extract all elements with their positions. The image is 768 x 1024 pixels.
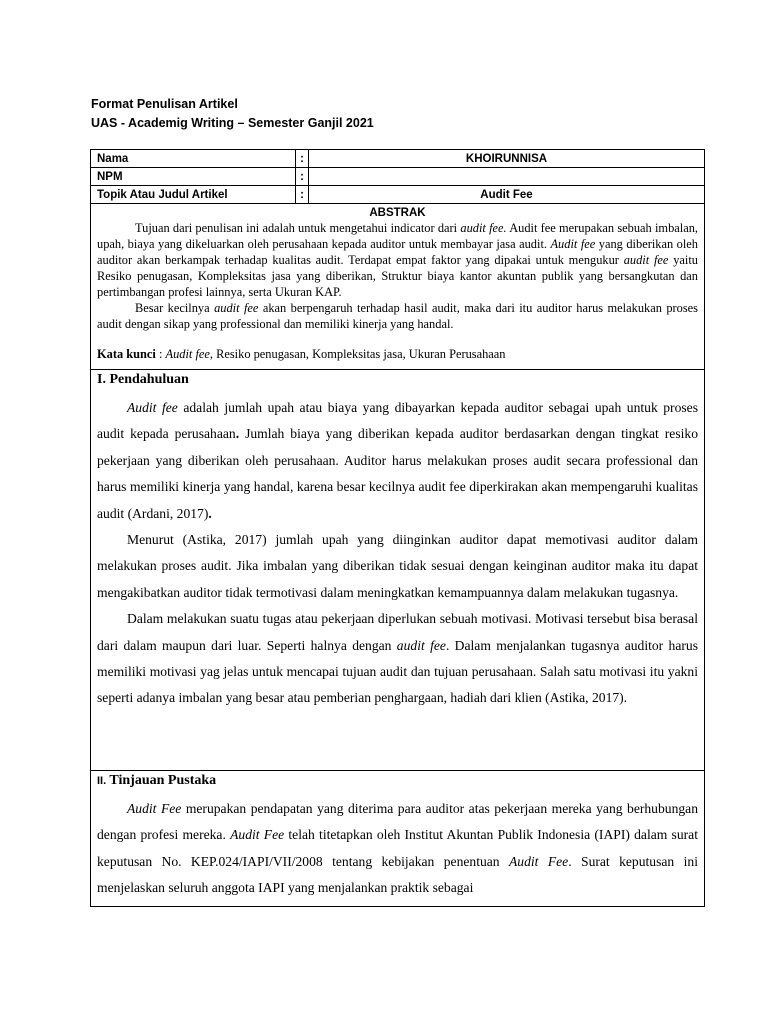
npm-value — [309, 168, 705, 186]
abstract-box — [90, 204, 705, 370]
section-heading-pendahuluan: I. Pendahuluan — [97, 372, 189, 387]
text-run: audit fee. — [460, 221, 507, 235]
text-run: Audit Fee — [230, 827, 285, 843]
text-run: Audit fee merupakan sebuah imbalan, upah, biaya yang dikeluarkan oleh perusahaan kepada auditor untuk membayar jasa audit. — [97, 221, 698, 251]
abstract-paragraph-1 — [97, 220, 698, 300]
text-run: Audit Fee — [127, 801, 182, 816]
intro-paragraph-3 — [97, 606, 698, 712]
text-run: audit fee — [396, 637, 446, 653]
literature-review-section — [90, 770, 705, 907]
text-run: merupakan pendapatan yang diterima para auditor atas pekerjaan mereka yang berhubungan dengan profesi mereka. — [97, 801, 698, 843]
nama-separator: : — [296, 150, 309, 168]
text-run: Jumlah biaya yang diberikan kepada auditor berdasarkan dengan tingkat resiko pekerjaan yang diberikan oleh perusahaan. Auditor harus melakukan proses audit secara professional dan harus memiliki kinerja yang handal, karena besar kecilnya audit fee diperkirakan akan mempengaruhi kualitas audit (Ardani, 2017) — [97, 426, 698, 521]
topik-separator: : — [296, 186, 309, 204]
text-run: Menurut (Astika, 2017) jumlah upah yang diinginkan auditor dapat memotivasi auditor dalam melakukan proses audit. Jika imbalan yang diberikan tidak sesuai dengan keinginan auditor maka itu dapat mengakibatkan auditor tidak termotivasi dalam meningkatkan kemampuannya dalam melakukan tugasnya. — [97, 532, 698, 600]
text-run: . — [208, 505, 212, 521]
text-run: yaitu Resiko penugasan, Kompleksitas jasa yang diberikan, Struktur biaya kantor akuntan publik yang bersangkutan dan pertimbangan profesi lainnya, serta Ukuran KAP. — [97, 253, 699, 299]
text-run: Audit fee — [127, 400, 178, 415]
text-run: : — [155, 347, 166, 361]
table-row-npm — [91, 168, 705, 186]
section-title: Tinjauan Pustaka — [106, 773, 217, 788]
abstract-paragraph-2 — [97, 300, 698, 332]
section-heading-tinjauan — [97, 772, 698, 790]
nama-label: Nama — [91, 150, 296, 168]
intro-paragraph-2 — [97, 527, 698, 606]
review-paragraph-1 — [97, 796, 698, 902]
text-run: akan berpengaruh terhadap hasil audit, maka dari itu auditor harus melakukan proses audit dengan sikap yang professional dan memiliki kinerja yang handal. — [97, 301, 699, 331]
text-run: Dalam melakukan suatu tugas atau pekerjaan diperlukan sebuah motivasi. Motivasi tersebut bisa berasal dari dalam maupun dari luar. Seperti halnya dengan — [97, 611, 698, 653]
topik-value: Audit Fee — [309, 186, 705, 204]
text-run: Audit fee — [550, 237, 596, 251]
text-run: audit fee — [623, 253, 669, 267]
topik-label: Topik Atau Judul Artikel — [91, 186, 296, 204]
abstract-title: ABSTRAK — [369, 207, 426, 219]
table-row-topik — [91, 186, 705, 204]
text-run: Audit Fee — [509, 853, 569, 869]
npm-label: NPM — [91, 168, 296, 186]
document-title: Format Penulisan Artikel — [91, 97, 238, 111]
document-subtitle: UAS - Academig Writing – Semester Ganjil 2021 — [91, 116, 374, 130]
keywords-line — [97, 346, 698, 362]
section-numeral: II. — [97, 775, 107, 787]
text-run: telah titetapkan oleh Institut Akuntan Publik Indonesia (IAPI) dalam surat keputusan No. KEP.024/IAPI/VII/2008 tentang kebijakan penentuan — [97, 827, 698, 869]
text-run: audit fee — [214, 301, 259, 315]
text-run: Besar kecilnya — [135, 301, 215, 315]
text-run: Resiko penugasan, Kompleksitas jasa, Ukuran Perusahaan — [213, 347, 506, 361]
text-run: Tujuan dari penulisan ini adalah untuk mengetahui indicator dari — [135, 221, 461, 235]
identity-table — [90, 149, 705, 204]
npm-separator: : — [296, 168, 309, 186]
introduction-section — [90, 369, 705, 771]
text-run: Audit fee, — [165, 347, 213, 361]
text-run: . — [235, 426, 240, 442]
text-run: adalah jumlah upah atau biaya yang dibayarkan kepada auditor sebagai upah untuk proses audit kepada perusahaan — [97, 400, 698, 442]
table-row-nama — [91, 150, 705, 168]
text-run: . Surat keputusan ini menjelaskan seluruh anggota IAPI yang menjalankan praktik sebagai — [97, 853, 698, 896]
text-run: . Dalam menjalankan tugasnya auditor harus memiliki motivasi yag jelas untuk mencapai tujuan audit dan tujuan perusahaan. Salah satu motivasi itu yakni seperti adanya imbalan yang besar atau pemberian penghargaan, hadiah dari klien (Astika, 2017). — [97, 637, 698, 706]
nama-value: KHOIRUNNISA — [309, 150, 705, 168]
intro-paragraph-1 — [97, 395, 698, 527]
text-run: yang diberikan oleh auditor akan berkampak terhadap kualitas audit. Terdapat empat faktor yang dipakai untuk mengukur — [97, 237, 698, 267]
text-run: Kata kunci — [97, 347, 156, 361]
